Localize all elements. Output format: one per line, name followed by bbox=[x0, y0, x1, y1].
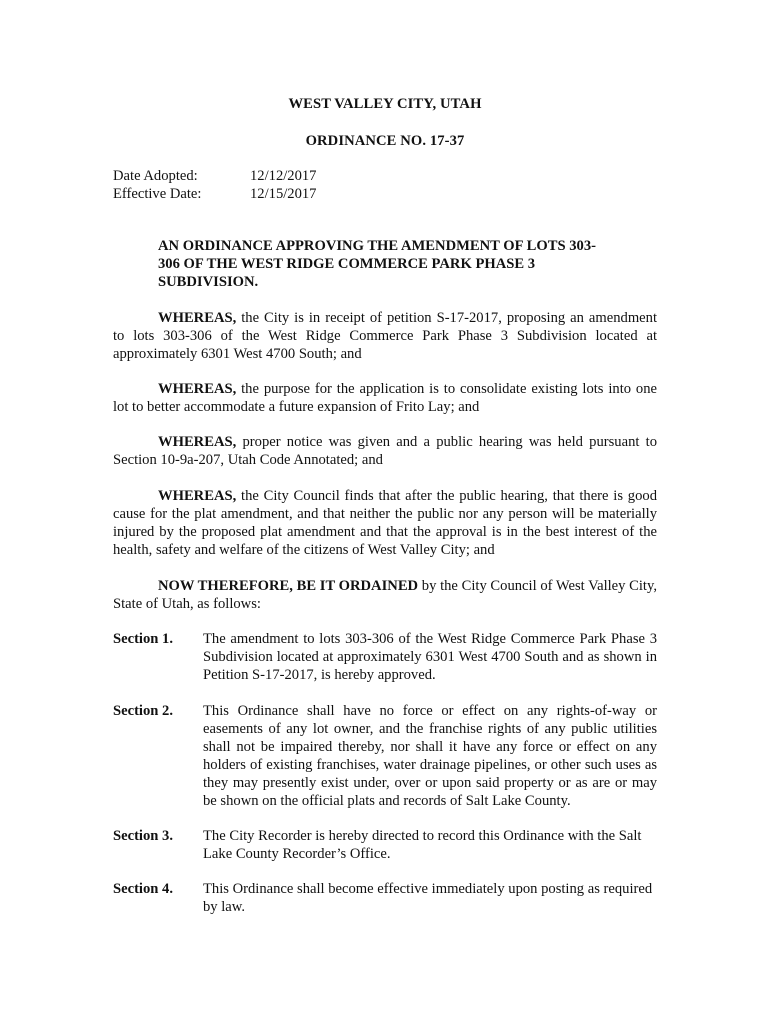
paragraph-lead: WHEREAS, bbox=[158, 381, 237, 397]
section-label: Section 3. bbox=[113, 828, 173, 844]
section-label: Section 2. bbox=[113, 703, 173, 719]
date-adopted-value: 12/12/2017 bbox=[250, 168, 317, 184]
effective-date-label: Effective Date: bbox=[113, 186, 202, 202]
section-label: Section 1. bbox=[113, 631, 173, 647]
section-3 bbox=[113, 827, 657, 863]
paragraph-lead: WHEREAS, bbox=[158, 488, 237, 504]
section-1 bbox=[113, 630, 657, 684]
paragraph-text: the purpose for the application is to consolidate existing lots into one lot to better accommodate a future expansion of Frito Lay; and bbox=[113, 381, 657, 415]
city-title: WEST VALLEY CITY, UTAH bbox=[288, 96, 482, 112]
section-4 bbox=[113, 880, 657, 916]
paragraph-text: the City is in receipt of petition S-17-2017, proposing an amendment to lots 303-306 of the West Ridge Commerce Park Phase 3 Subdivision located at approximately 6301 West 4700 South; and bbox=[113, 310, 657, 362]
ordained-paragraph bbox=[113, 577, 657, 613]
whereas-paragraph-1 bbox=[113, 309, 657, 363]
date-adopted-label: Date Adopted: bbox=[113, 168, 198, 184]
whereas-paragraph-4 bbox=[113, 487, 657, 559]
paragraph-lead: NOW THEREFORE, BE IT ORDAINED bbox=[158, 578, 419, 594]
section-text: This Ordinance shall become effective immediately upon posting as required by law. bbox=[203, 881, 653, 915]
whereas-paragraph-2 bbox=[113, 380, 657, 416]
section-text: The amendment to lots 303-306 of the West Ridge Commerce Park Phase 3 Subdivision located at approximately 6301 West 4700 South and as shown in Petition S-17-2017, is hereby approved. bbox=[203, 631, 657, 683]
date-adopted-row bbox=[113, 167, 316, 185]
section-text: This Ordinance shall have no force or effect on any rights-of-way or easements of any lot owner, and the franchise rights of any public utilities shall not be impaired thereby, nor shall it have any force or effect on any holders of existing franchises, water drainage pipelines, or other such uses as they may presently exist under, over or upon said property or as are or may be shown on the official plats and records of Salt Lake County. bbox=[203, 703, 657, 809]
whereas-paragraph-3 bbox=[113, 433, 657, 469]
ordinance-heading: AN ORDINANCE APPROVING THE AMENDMENT OF LOTS 303-306 OF THE WEST RIDGE COMMERCE PARK PHASE 3 SUBDIVISION. bbox=[158, 238, 596, 290]
ordinance-number: ORDINANCE NO. 17-37 bbox=[305, 133, 465, 149]
dates-block bbox=[113, 167, 316, 203]
section-2 bbox=[113, 702, 657, 810]
paragraph-lead: WHEREAS, bbox=[158, 434, 237, 450]
paragraph-text: by the City Council of West Valley City, State of Utah, as follows: bbox=[113, 578, 657, 612]
section-label: Section 4. bbox=[113, 881, 173, 897]
paragraph-lead: WHEREAS, bbox=[158, 310, 237, 326]
paragraph-text: proper notice was given and a public hearing was held pursuant to Section 10-9a-207, Utah Code Annotated; and bbox=[113, 434, 657, 468]
paragraph-text: the City Council finds that after the public hearing, that there is good cause for the plat amendment, and that neither the public nor any person will be materially injured by the proposed plat amendment and that the approval is in the best interest of the health, safety and welfare of the citizens of West Valley City; and bbox=[113, 488, 657, 558]
effective-date-row bbox=[113, 185, 316, 203]
effective-date-value: 12/15/2017 bbox=[250, 186, 317, 202]
section-text: The City Recorder is hereby directed to record this Ordinance with the Salt Lake County Recorder’s Office. bbox=[203, 828, 642, 862]
